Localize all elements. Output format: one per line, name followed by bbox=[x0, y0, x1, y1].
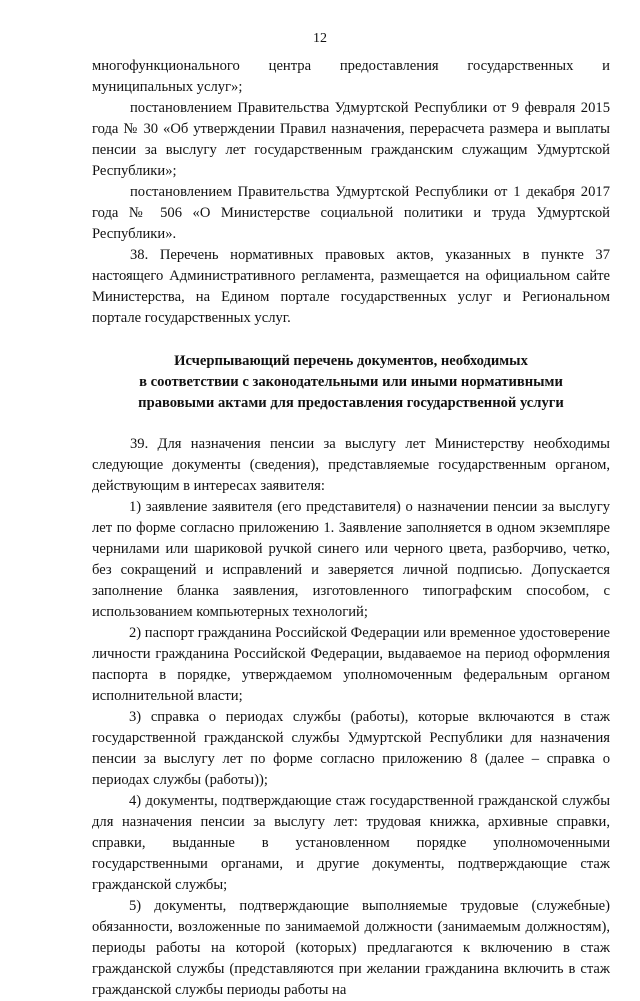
paragraph-decree-2017: постановлением Правительства Удмуртской Республики от 1 декабря 2017 года № 506 «О Министерстве социальной политики и труда Удмуртской Республики». bbox=[92, 184, 610, 242]
paragraph-subitem-2: 2) паспорт гражданина Российской Федерации или временное удостоверение личности гражданина Российской Федерации, выдаваемое на период оформления паспорта в порядке, утверждаемом уполномоченным федеральным органом исполнительной власти; bbox=[92, 625, 610, 704]
section-heading-line-2: в соответствии с законодательными или иными нормативными bbox=[139, 374, 563, 390]
section-heading bbox=[92, 351, 610, 414]
paragraph-subitem-3: 3) справка о периодах службы (работы), которые включаются в стаж государственной гражданской службы Удмуртской Республики для назначения пенсии за выслугу лет по форме согласно приложению 8 (далее – справка о периодах службы (работы)); bbox=[92, 709, 610, 788]
paragraph-subitem-4: 4) документы, подтверждающие стаж государственной гражданской службы для назначения пенсии за выслугу лет: трудовая книжка, архивные справки, справки, выданные в установленном порядке уполномоченными государственными органами, и другие документы, подтверждающие стаж гражданской службы; bbox=[92, 793, 610, 893]
paragraph-subitem-1: 1) заявление заявителя (его представителя) о назначении пенсии за выслугу лет по форме согласно приложению 1. Заявление заполняется в одном экземпляре чернилами или шариковой ручкой синего или черного цвета, разборчиво, четко, без сокращений и исправлений и заверяется личной подписью. Допускается заполнение бланка заявления, изготовленного типографским способом, с использованием компьютерных технологий; bbox=[92, 499, 610, 620]
paragraph-item-38: 38. Перечень нормативных правовых актов, указанных в пункте 37 настоящего Административного регламента, размещается на официальном сайте Министерства, на Едином портале государственных услуг и Региональном портале государственных услуг. bbox=[92, 247, 610, 326]
paragraph-continuation: многофункционального центра предоставления государственных и муниципальных услуг»; bbox=[92, 58, 610, 95]
paragraph-subitem-5: 5) документы, подтверждающие выполняемые трудовые (служебные) обязанности, возложенные по занимаемой должности (занимаемым должностям), периоды работы на которой (которых) предлагаются к включению в стаж гражданской службы (представляются при желании гражданина включить в стаж гражданской службы периоды работы на bbox=[92, 898, 610, 998]
document-body bbox=[92, 56, 610, 1001]
page-number: 12 bbox=[313, 31, 327, 46]
paragraph-item-39: 39. Для назначения пенсии за выслугу лет Министерству необходимы следующие документы (сведения), представляемые государственным органом, действующим в интересах заявителя: bbox=[92, 436, 610, 494]
paragraph-decree-2015: постановлением Правительства Удмуртской Республики от 9 февраля 2015 года № 30 «Об утверждении Правил назначения, перерасчета размера и выплаты пенсии за выслугу лет государственным гражданским служащим Удмуртской Республики»; bbox=[92, 100, 610, 179]
section-heading-line-1: Исчерпывающий перечень документов, необходимых bbox=[174, 353, 528, 369]
section-heading-line-3: правовыми актами для предоставления государственной услуги bbox=[138, 395, 564, 411]
